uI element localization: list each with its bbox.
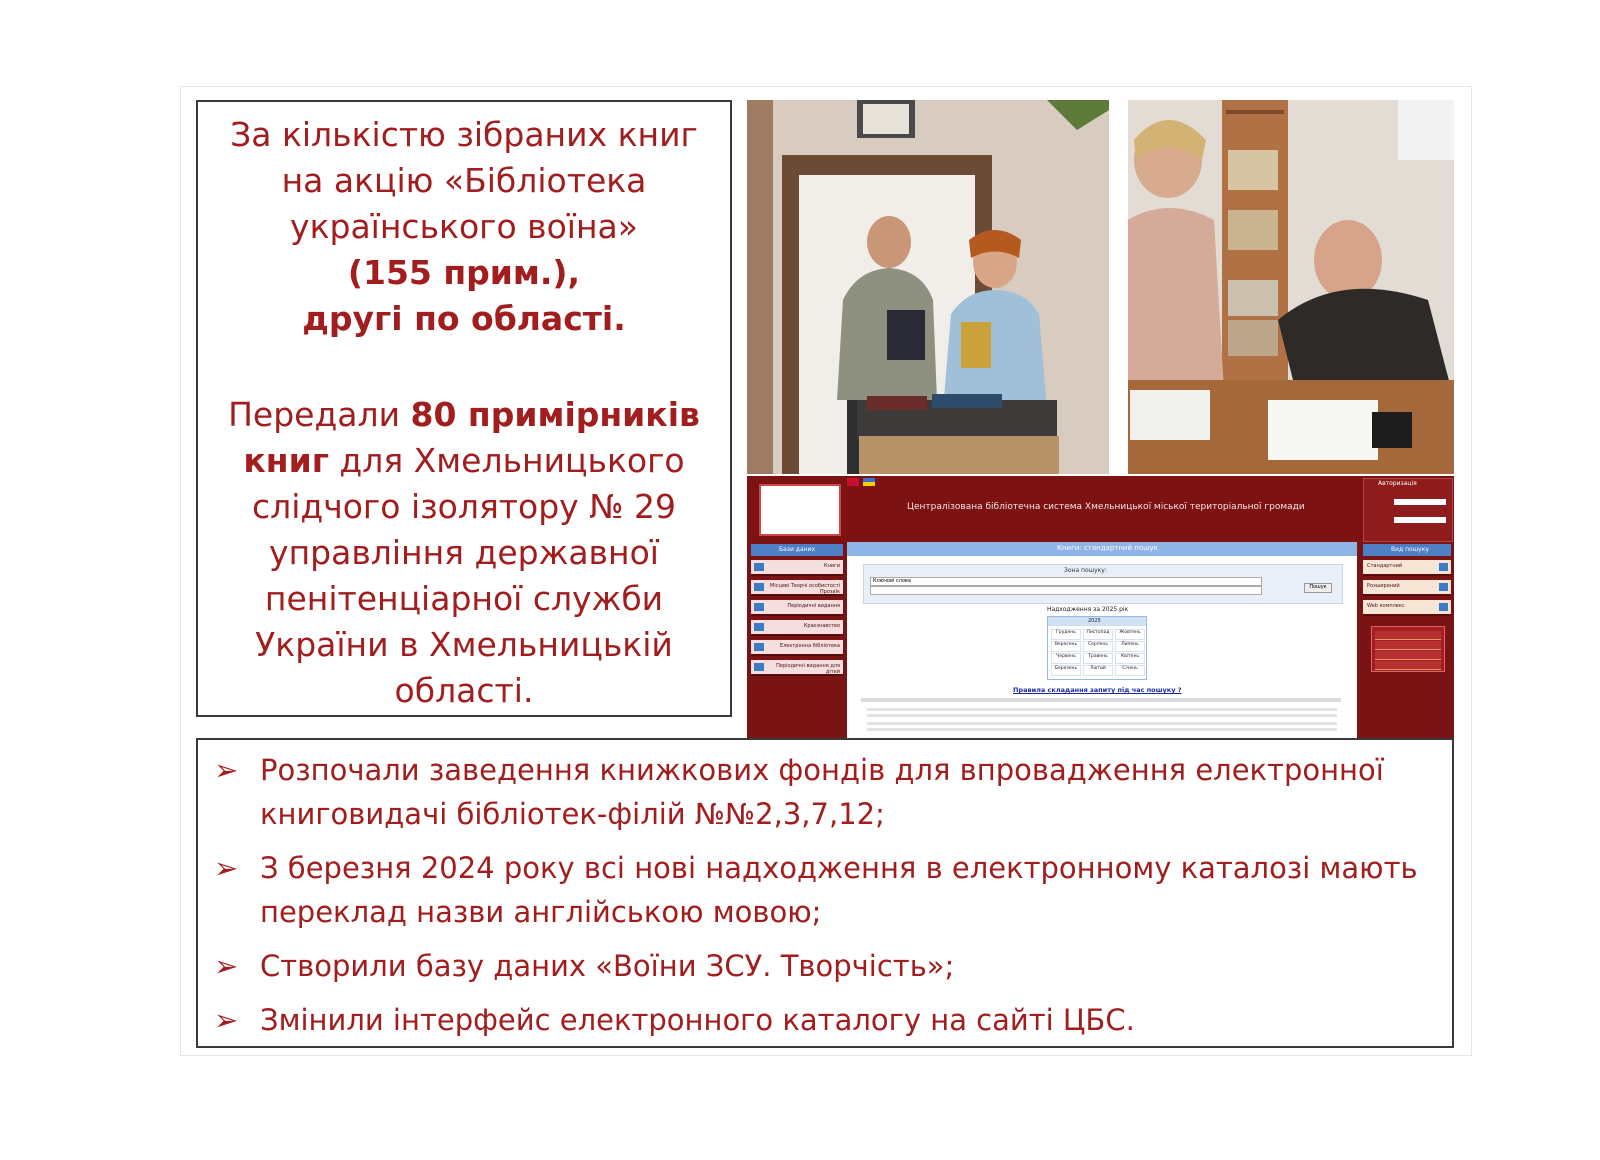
achievement-item [214,998,1422,1042]
book-drive-paragraph [208,112,720,342]
text-line: пенітенціарної служби [264,579,664,618]
ua-flag-icon [863,478,875,486]
cbs-logo [759,484,841,536]
month-link[interactable]: Квітень [1115,653,1145,664]
search-type-item[interactable] [1363,560,1451,576]
db-item[interactable] [751,660,843,676]
text-line: українського воїна» [290,207,638,246]
search-type-header [1363,544,1451,556]
arrow-bullet-icon: ➢ [214,1003,239,1037]
text-line: України в Хмельницькій [255,625,673,664]
transfer-paragraph [208,392,720,714]
search-type-label: Розширений [1367,583,1400,589]
month-link[interactable]: Грудень [1051,629,1081,640]
month-link[interactable]: Травень [1083,653,1113,664]
search-type-value: Ключові слова [873,578,911,584]
month-link[interactable]: Червень [1051,653,1081,664]
achievement-item [214,944,1422,988]
count-highlight: 80 примірників [410,395,700,434]
month-link[interactable]: Жовтень [1115,629,1145,640]
search-type-title: Вид пошуку [1391,546,1429,553]
db-icon [754,563,764,571]
month-link[interactable]: Березень [1051,665,1081,676]
text-line: області. [394,671,534,710]
search-type-select[interactable] [870,577,1262,586]
search-bar-header [847,542,1357,556]
achievement-item [214,748,1422,836]
text-line: управління державної [269,533,659,572]
db-item[interactable] [751,640,843,656]
month-link[interactable]: Серпень [1083,641,1113,652]
search-type-label: Стандартний [1367,563,1403,569]
login-field[interactable] [1394,499,1446,505]
month-link[interactable]: Січень [1115,665,1145,676]
auth-panel [1363,478,1453,542]
month-link[interactable]: Вересень [1051,641,1081,652]
text-line: на акцію «Бібліотека [281,161,647,200]
help-text-line [867,722,1337,725]
catalog-website-screenshot [747,476,1454,746]
help-text-line [867,714,1337,717]
achievement-text: Створили базу даних «Воїни ЗСУ. Творчість»; [260,949,955,983]
month-link[interactable]: Липень [1115,641,1145,652]
db-icon [754,663,764,671]
text-line: За кількістю зібраних книг [230,115,698,154]
search-zone-label: Зона пошуку: [1064,567,1107,574]
password-field[interactable] [1394,517,1446,523]
db-icon [754,603,764,611]
search-type-icon [1439,603,1448,611]
db-item-label: Електронна бібліотека [779,643,840,649]
books-highlight: книг [243,441,329,480]
arrow-bullet-icon: ➢ [214,851,239,885]
achievement-text: Змінили інтерфейс електронного каталогу на сайті ЦБС. [260,1003,1135,1037]
achievements-box [196,738,1454,1048]
db-item[interactable] [751,580,843,596]
db-icon [754,583,764,591]
text-line: Передали [228,395,411,434]
calendar-year: 2025 [1088,618,1101,624]
arrow-bullet-icon: ➢ [214,949,239,983]
db-item[interactable] [751,620,843,636]
achievement-text: Розпочали заведення книжкових фондів для впровадження електронної книговидачі бібліотек-філій №№2,3,7,12; [260,753,1384,831]
month-link[interactable]: Лютий [1083,665,1113,676]
help-text-line [861,698,1341,702]
search-input[interactable] [870,586,1262,595]
month-link[interactable]: Листопад [1083,629,1113,640]
search-zone [863,564,1343,604]
search-button[interactable]: Пошук [1304,583,1332,593]
db-icon [754,623,764,631]
arrow-bullet-icon: ➢ [214,753,239,787]
search-rules-link[interactable]: Правила складання запиту під час пошуку ? [1013,686,1182,694]
db-item[interactable] [751,560,843,576]
db-item-label: Місцеві Творчі особистості Прозаїк [770,583,840,595]
site-title: Централізована бібліотечна система Хмельницької міської територіальної громади [907,502,1305,512]
collection-text-box [196,100,732,717]
achievement-item [214,846,1422,934]
arrivals-label: Надходження за 2025 рік [1047,606,1129,613]
rank-highlight: другі по області. [302,299,626,338]
help-text-line [867,708,1337,711]
auth-title: Авторизація [1378,480,1417,487]
db-item-label: Краєзнавство [803,623,840,629]
count-highlight: (155 прим.), [347,253,581,292]
db-item-label: Періодичні видання для дітей [776,663,840,675]
search-type-item[interactable] [1363,580,1451,596]
db-icon [754,643,764,651]
search-type-label: Web комплекс [1367,603,1405,609]
text-line: для Хмельницького [328,441,685,480]
search-bar-title: Книги: стандартний пошук [1057,544,1158,552]
text-line: слідчого ізолятору № 29 [252,487,676,526]
uk-flag-icon [847,478,859,486]
signing-photo [1128,100,1454,474]
search-type-icon [1439,583,1448,591]
stats-panel [1371,626,1445,672]
db-item[interactable] [751,600,843,616]
db-item-label: Періодичні видання [787,603,840,609]
db-item-label: Книги [824,563,840,569]
databases-title: Бази даних [779,546,815,553]
arrivals-calendar [1047,616,1147,680]
book-handover-photo [747,100,1109,474]
help-text-line [867,728,1337,731]
search-type-icon [1439,563,1448,571]
achievement-text: З березня 2024 року всі нові надходження в електронному каталозі мають переклад назви англійською мовою; [260,851,1418,929]
databases-header [751,544,843,556]
search-type-item[interactable] [1363,600,1451,616]
